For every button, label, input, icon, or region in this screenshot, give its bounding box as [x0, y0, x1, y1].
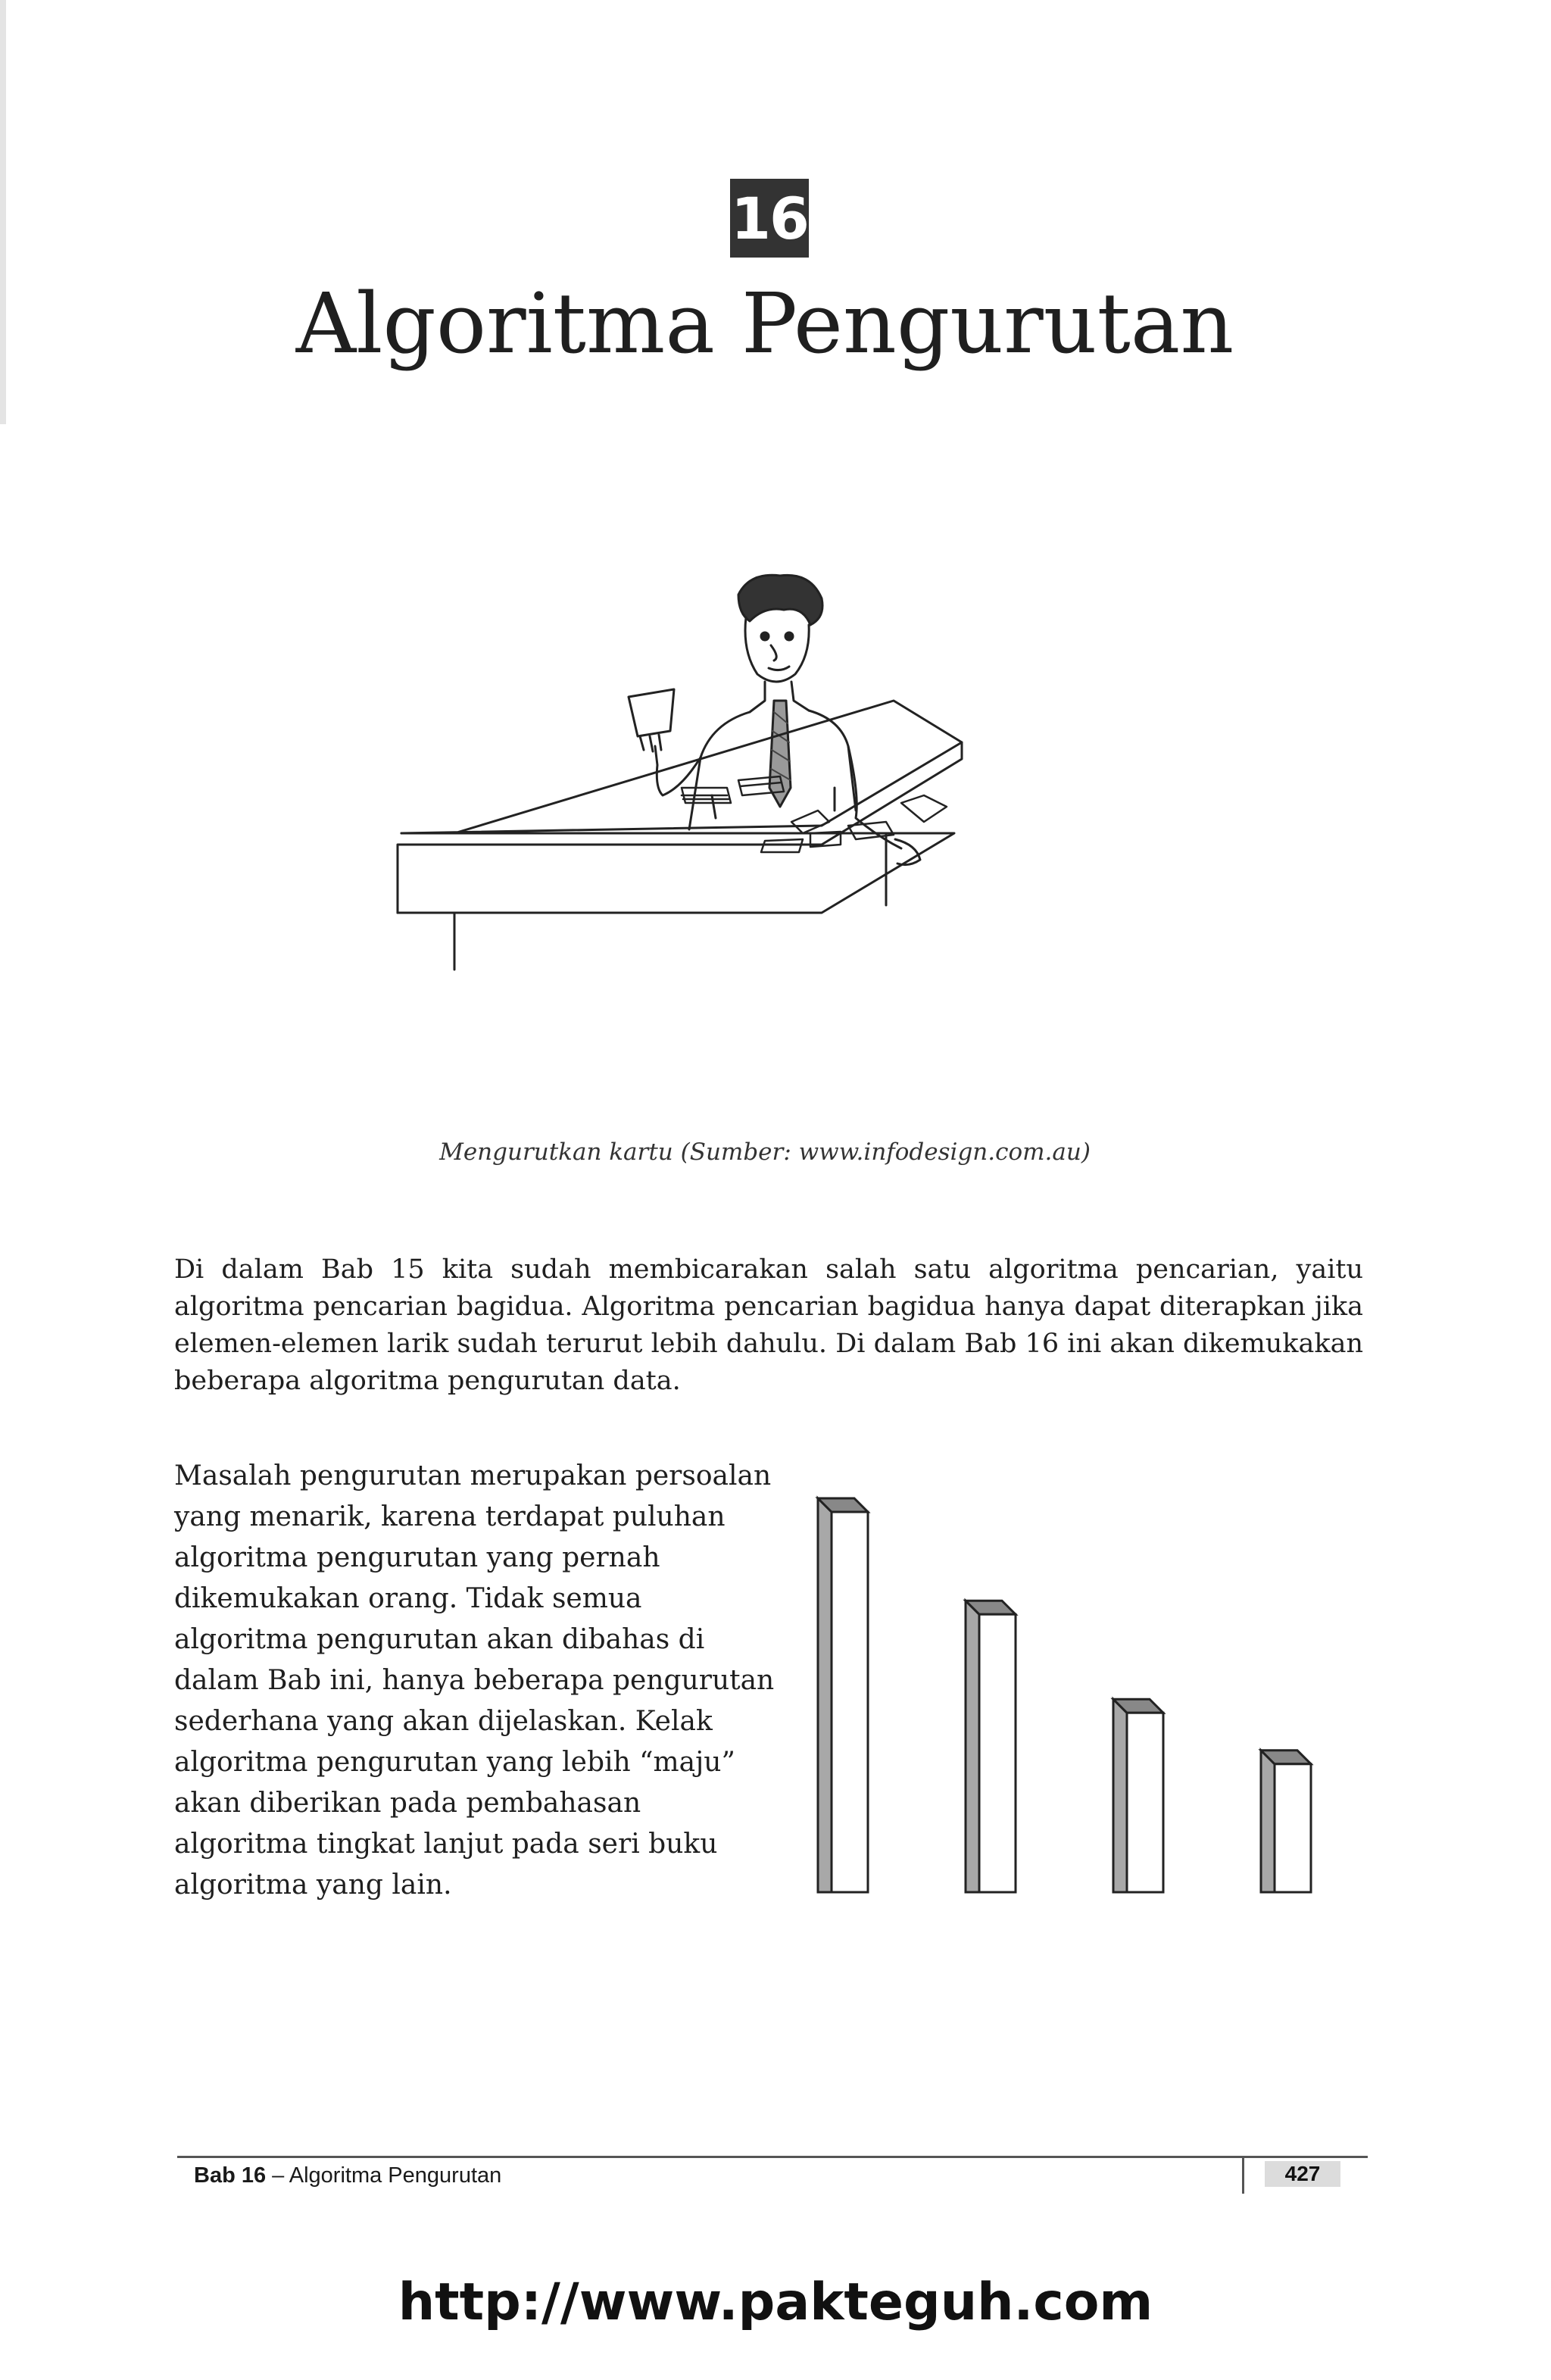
bar-side-face	[818, 1498, 832, 1892]
figure-caption: Mengurutkan kartu (Sumber: www.infodesign.com.au)	[439, 1138, 1091, 1166]
bar-side-face	[1261, 1751, 1275, 1892]
sorted-bar-2	[966, 1601, 1016, 1892]
scan-edge	[0, 0, 6, 424]
footer-chapter-title: Algoritma Pengurutan	[289, 2163, 502, 2188]
bar-front-face	[832, 1512, 868, 1892]
page-number: 427	[1265, 2161, 1340, 2187]
bar-front-face	[1127, 1713, 1163, 1892]
chapter-title: Algoritma Pengurutan	[295, 275, 1234, 372]
sorted-bar-3	[1113, 1699, 1163, 1892]
footer-chapter-number: Bab 16	[194, 2163, 267, 2188]
bar-front-face	[979, 1614, 1016, 1892]
footer-chapter-label	[194, 2163, 501, 2188]
bar-side-face	[1113, 1699, 1127, 1892]
person-figure	[629, 575, 920, 864]
footer-separator-line	[1242, 2156, 1244, 2194]
playing-cards	[682, 776, 947, 852]
bar-side-face	[966, 1601, 979, 1892]
bar-front-face	[1275, 1764, 1311, 1892]
sorted-bar-1	[818, 1498, 868, 1892]
intro-paragraph: Di dalam Bab 15 kita sudah membicarakan salah satu algoritma pencarian, yaitu algoritma pencarian bagidua. Algoritma pencarian bagidua hanya dapat diterapkan jika elemen-elemen larik sudah terurut lebih dahulu. Di dalam Bab 16 ini akan dikemukakan beberapa algoritma pengurutan data.	[174, 1254, 1363, 1396]
watermark-url: http://www.pakteguh.com	[398, 2272, 1153, 2332]
card-sorting-illustration	[356, 561, 1219, 1121]
sorted-bars-illustration	[788, 1477, 1363, 1916]
side-paragraph: Masalah pengurutan merupakan persoalan yang menarik, karena terdapat puluhan algoritma pengurutan yang pernah dikemukakan orang. Tidak semua algoritma pengurutan akan dibahas di dalam Bab ini, hanya beberapa pengurutan sederhana yang akan dijelaskan. Kelak algoritma pengurutan yang lebih “maju” akan diberikan pada pembahasan algoritma tingkat lanjut pada seri buku algoritma yang lain.	[174, 1460, 775, 1901]
chapter-number-badge: 16	[730, 179, 809, 258]
footer-rule	[177, 2156, 1368, 2158]
footer-separator: –	[266, 2163, 289, 2188]
sorted-bar-4	[1261, 1751, 1311, 1892]
